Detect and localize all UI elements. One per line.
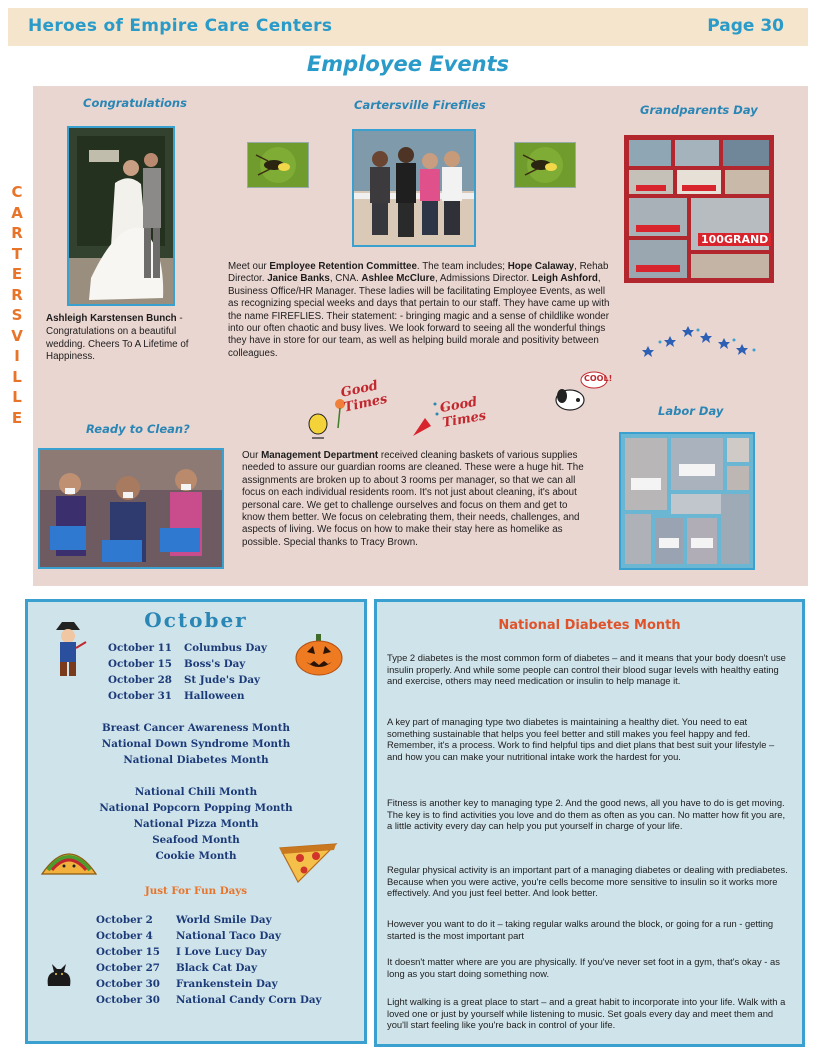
october-calendar-panel (25, 599, 367, 1044)
event-date: October 28 (108, 674, 172, 686)
fireflies-caption: Cartersville Fireflies (354, 98, 486, 112)
observance-month: Breast Cancer Awareness Month (102, 722, 290, 734)
good-times-graphic-2 (409, 390, 501, 440)
observance-month: National Popcorn Popping Month (99, 802, 293, 814)
member-name: Leigh Ashford (531, 273, 598, 285)
diabetes-paragraph: Type 2 diabetes is the most common form of diabetes – and it means that your body doesn't use insulin properly. And while some people can control their blood sugar levels with healthy eating and exercise, others may need medication or insulin to help manage it. (387, 652, 786, 687)
diabetes-month-panel (374, 599, 805, 1047)
fireflies-team-photo (352, 129, 476, 247)
event-name: National Candy Corn Day (176, 994, 322, 1006)
observance-month: National Diabetes Month (123, 754, 269, 766)
department-name: Management Department (261, 450, 379, 461)
good-times-text-2: Good Times (438, 394, 488, 431)
event-name: Halloween (184, 690, 245, 702)
grandparents-collage (624, 135, 774, 283)
vertical-letter: V (11, 326, 23, 345)
fun-days-title: Just For Fun Days (144, 885, 248, 897)
jack-o-lantern-icon (294, 632, 344, 676)
diabetes-paragraph: Fitness is another key to managing type 2. And the good news, all you have to do is get moving. The key is to find activities you love and do them as often as you can. No matter how fit you are, a little activity every day can help you put yourself in charge of your life. (387, 797, 786, 832)
labor-day-collage (619, 432, 755, 570)
woodstock-good-times-graphic (300, 378, 402, 444)
event-date: October 11 (108, 642, 172, 654)
vertical-letter: T (11, 244, 23, 263)
diabetes-paragraph: A key part of managing type two diabetes is maintaining a healthy diet. You need to eat something sustainable that helps you feel better and still makes you feel happy and fed. Remember, it's a process. Work to find helpful tips and diet plans that best suit your lifestyle – and how you can make your nutritional intake work the hardest for you. (387, 716, 775, 762)
vertical-letter: R (11, 224, 23, 242)
list-item (96, 928, 322, 944)
wedding-photo (67, 126, 175, 306)
text-run: Meet our (228, 261, 270, 272)
vertical-letter: E (11, 408, 23, 427)
event-date: October 15 (96, 946, 160, 958)
diabetes-title: National Diabetes Month (498, 618, 681, 633)
member-name: Hope Calaway (507, 261, 575, 272)
employee-name: Ashleigh Karstensen Bunch (46, 313, 177, 324)
text-run: , Admissions Director. (434, 273, 532, 285)
pizza-slice-icon (276, 840, 340, 884)
fireflies-text (228, 261, 618, 360)
list-item (96, 960, 322, 976)
good-times-text-1: Good Times (339, 378, 389, 416)
event-date: October 2 (96, 914, 153, 926)
text-run: received cleaning baskets of various supplies needed to assure our guardian rooms are cleaned. These were a huge hit. The assignments are broken up to about 3 rooms per manager, so that we can all focus on each individual residents room. It's not just about cleaning, it's about personal care. We get to challenge ourselves and focus on them and get to know them better. We focus on celebrating them, their needs, challenges, and aspects of living. We focus on how to make their stay here as homelike as possible. Special thanks to Tracy Brown. (242, 450, 584, 548)
list-item (108, 656, 267, 672)
vertical-letter: C (11, 183, 23, 201)
member-name: Ashlee McClure (361, 273, 435, 285)
vertical-letter: A (11, 203, 23, 222)
page-header (8, 8, 808, 46)
diabetes-paragraph: However you want to do it – taking regular walks around the block, or going for a run - getting started is the most important part (387, 918, 774, 941)
event-name: Black Cat Day (176, 962, 258, 974)
text-run: , CNA. (329, 273, 362, 285)
observance-month: National Chili Month (134, 786, 258, 798)
firefly-image-left (247, 142, 309, 188)
event-date: October 31 (108, 690, 172, 702)
cool-text: COOL! (584, 374, 613, 383)
vertical-letter: S (11, 306, 23, 324)
event-name: Frankenstein Day (176, 978, 278, 990)
observance-month: Seafood Month (152, 834, 240, 846)
grandparents-caption: Grandparents Day (640, 103, 758, 117)
black-cat-icon (44, 962, 74, 988)
vertical-letter: I (14, 347, 20, 365)
october-title: October (144, 608, 248, 632)
event-date: October 30 (96, 978, 160, 990)
event-name: I Love Lucy Day (176, 946, 267, 958)
diabetes-paragraph: It doesn't matter where are you are physically. If you've never set foot in a gym, that's okay - as long as you start doing something now. (387, 956, 780, 979)
observance-month: Cookie Month (155, 850, 237, 862)
event-date: October 27 (96, 962, 160, 974)
event-name: National Taco Day (176, 930, 281, 942)
employee-events-title: Employee Events (306, 52, 510, 76)
vertical-letter: L (12, 367, 22, 386)
vertical-letter: E (11, 265, 23, 283)
taco-icon (38, 840, 100, 878)
congratulations-caption: Congratulations (83, 96, 187, 110)
member-name: Janice Banks (267, 273, 330, 285)
page-number: Page 30 (707, 16, 784, 36)
list-item (96, 976, 322, 992)
wedding-message: - Congratulations on a beautiful wedding. Cheers To A Lifetime of Happiness. (46, 313, 189, 363)
grand-sign-label: 100GRAND (698, 233, 771, 246)
labor-day-caption: Labor Day (658, 404, 724, 418)
stars-decoration (640, 316, 762, 360)
event-date: October 15 (108, 658, 172, 670)
text-run: , Business Office/HR Manager. These ladies will be facilitating Employee Events, as well as recognizing special weeks and days that pertain to our staff. They have came up with the name FIREFLIES. Their statement: - bringing magic and a sense of childlike wonder into our often chaotic and busy lives. We look forward to seeing all the wonderful things they have in store for our team, as well as helping build morale and positivity between colleagues. (228, 273, 610, 359)
newsletter-title: Heroes of Empire Care Centers (28, 16, 333, 36)
cleaning-baskets-photo (38, 448, 224, 569)
snoopy-cool-graphic (552, 370, 613, 416)
text-run: Our (242, 450, 262, 461)
diabetes-paragraph: Regular physical activity is an important part of a managing diabetes or dealing with prediabetes. Because when you were active, you're cells become more sensitive to insulin so it works more effectively. And you just feel better. And look better. (387, 864, 788, 899)
text-run: , Rehab Director. (228, 261, 609, 285)
list-item (96, 992, 322, 1008)
text-run: . The team includes; (416, 261, 508, 272)
diabetes-paragraph: Light walking is a great place to start – and a great habit to incorporate into your life. Walk with a loved one or just by yourself while listening to music. Set goals every day and meet them and you'll start feeling like you're back in control of your life. (387, 996, 786, 1031)
list-item (96, 912, 322, 928)
list-item (108, 672, 267, 688)
ready-to-clean-caption: Ready to Clean? (86, 422, 190, 436)
cleaning-text (242, 450, 587, 549)
fun-days-list (96, 912, 322, 1008)
list-item (108, 640, 267, 656)
event-name: Boss's Day (184, 658, 246, 670)
committee-name: Employee Retention Committee (269, 261, 417, 272)
event-date: October 4 (96, 930, 153, 942)
october-holidays-list (108, 640, 267, 704)
cartersville-vertical-label (10, 182, 24, 428)
vertical-letter: R (11, 285, 23, 304)
observance-month: National Pizza Month (133, 818, 259, 830)
pirate-icon (48, 620, 88, 682)
list-item (108, 688, 267, 704)
vertical-letter: L (12, 388, 22, 406)
observance-month: National Down Syndrome Month (101, 738, 291, 750)
wedding-text (46, 313, 192, 364)
event-name: Columbus Day (184, 642, 268, 654)
firefly-image-right (514, 142, 576, 188)
awareness-months-list (28, 720, 364, 768)
event-name: St Jude's Day (184, 674, 261, 686)
list-item (96, 944, 322, 960)
event-name: World Smile Day (176, 914, 272, 926)
event-date: October 30 (96, 994, 160, 1006)
